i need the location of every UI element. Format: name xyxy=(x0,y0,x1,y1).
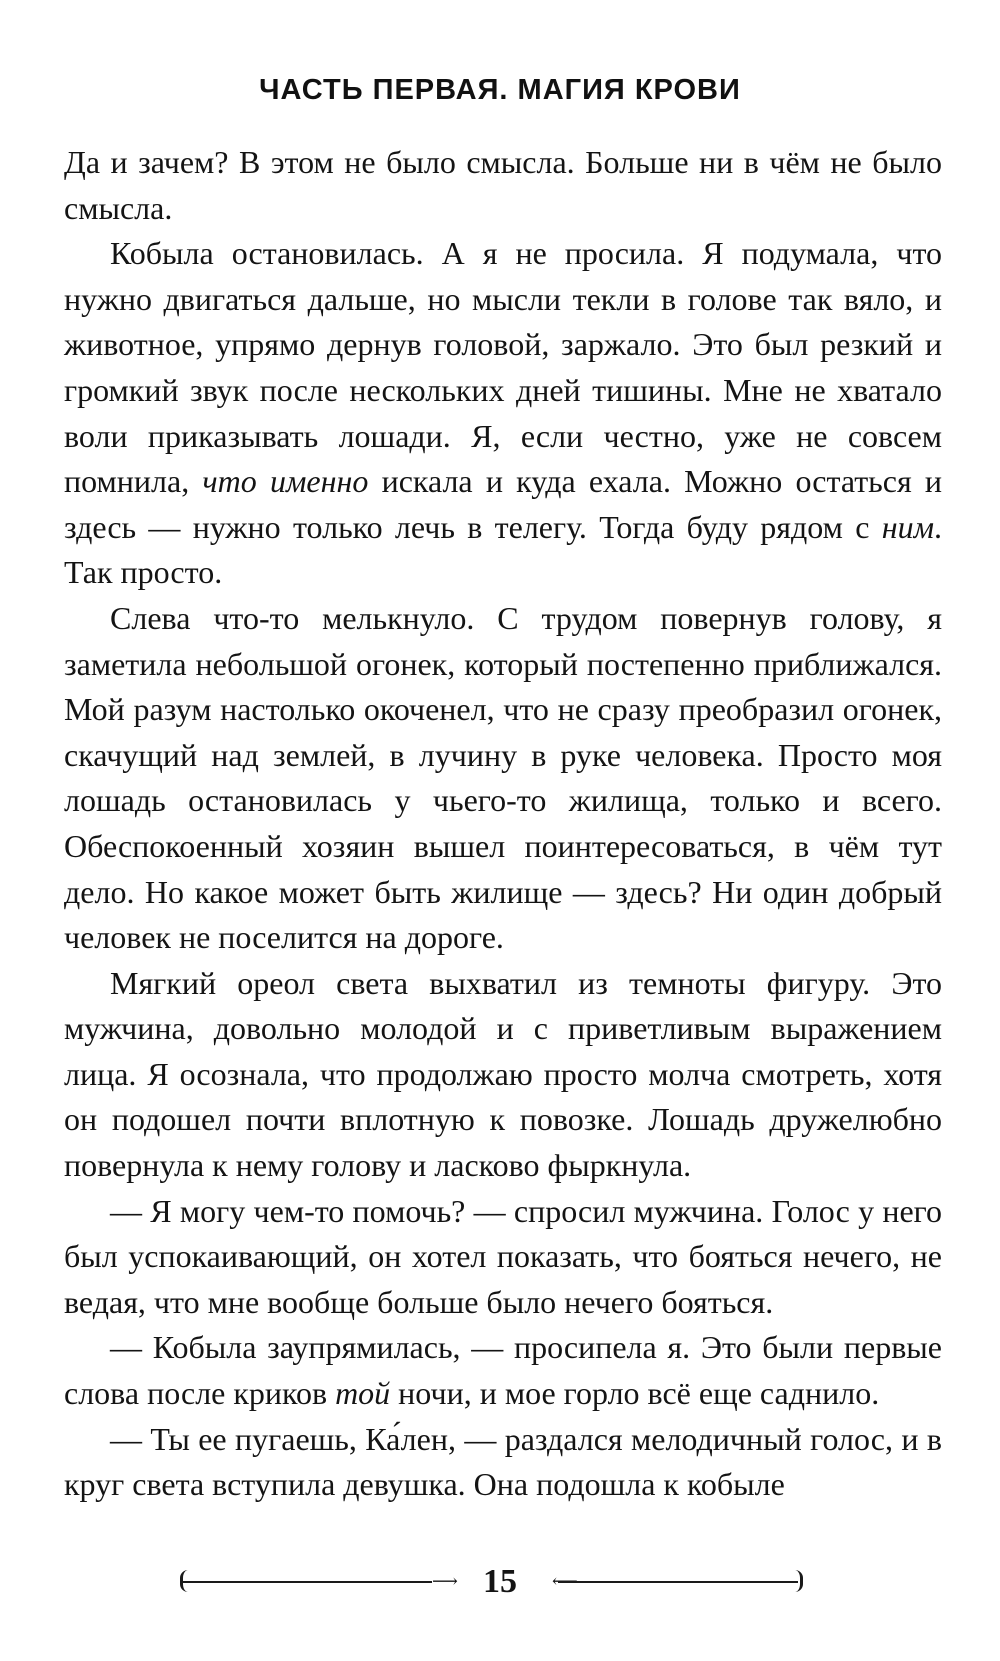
paragraph-6-part-2: ночи, и мое горло всё еще саднило. xyxy=(390,1375,880,1412)
left-ornament-line xyxy=(182,1581,432,1583)
right-ornament-cap xyxy=(790,1570,803,1592)
body-text xyxy=(64,140,942,1508)
paragraph-2 xyxy=(64,231,942,596)
paragraph-3: Слева что-то мелькнуло. С трудом повернув голову, я заметила небольшой огонек, который постепенно приближался. Мой разум настолько окоченел, что не сразу преобразил огонек, скачущий над землей, в лучину в руке человека. Просто моя лошадь остановилась у чьего-то жилища, только и всего. Обеспокоенный хозяин вышел поинтересоваться, в чём тут дело. Но какое может быть жилище — здесь? Ни один добрый человек не поселится на дороге. xyxy=(64,599,942,956)
right-ornament-line xyxy=(558,1581,798,1583)
paragraph-7: — Ты ее пугаешь, Ка́лен, — раздался мелодичный голос, и в круг света вступила девушка. Она подошла к кобыле xyxy=(64,1420,942,1503)
paragraph-2-italic-2: ним xyxy=(881,508,934,545)
page-number: 15 xyxy=(483,1563,517,1600)
page-footer xyxy=(0,1562,1000,1602)
paragraph-6 xyxy=(64,1325,942,1416)
right-arrow-icon: ⟶ xyxy=(432,1571,458,1591)
paragraph-2-part-2: искала и куда ехала. Можно остаться и здесь — нужно только лечь в телегу. Тогда буду рядом с xyxy=(64,463,943,545)
paragraph-2-part-1: Кобыла остановилась. А я не просила. Я подумала, что нужно двигаться дальше, но мысли текли в голове так вяло, и животное, упрямо дернув головой, заржало. Это был резкий и громкий звук после нескольких дней тишины. Мне не хватало воли приказывать лошади. Я, если честно, уже не совсем помнила, xyxy=(64,235,942,500)
paragraph-6-part-1: — Кобыла заупрямилась, — просипела я. Это были первые слова после криков xyxy=(64,1329,942,1412)
running-head: ЧАСТЬ ПЕРВАЯ. МАГИЯ КРОВИ xyxy=(259,74,741,106)
paragraph-2-part-3: . Так просто. xyxy=(64,508,942,591)
paragraph-1: Да и зачем? В этом не было смысла. Больше ни в чём не было смысла. xyxy=(64,144,942,226)
left-arrow-icon: ⟵ xyxy=(552,1571,578,1591)
paragraph-2-italic-1: что именно xyxy=(202,463,369,500)
paragraph-4: Мягкий ореол света выхватил из темноты фигуру. Это мужчина, довольно молодой и с приветливым выражением лица. Я осознала, что продолжаю просто молча смотреть, хотя он подошел почти вплотную к повозке. Лошадь дружелюбно повернула к нему голову и ласково фыркнула. xyxy=(64,964,942,1184)
paragraph-5: — Я могу чем-то помочь? — спросил мужчина. Голос у него был успокаивающий, он хотел показать, что бояться нечего, не ведая, что мне вообще больше было нечего бояться. xyxy=(64,1192,942,1320)
paragraph-6-italic-1: той xyxy=(335,1375,391,1412)
